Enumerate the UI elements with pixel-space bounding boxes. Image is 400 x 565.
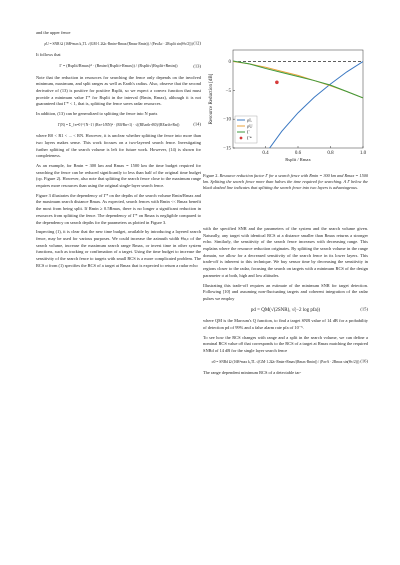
right-paragraph-4: To see how the RCS changes with range and a split in the search volume, we can define a nominal RCS value σ0 that corresponds to the RCS of a target at Rmax matching the required SNRd of 14 dB for the single layer search fence bbox=[203, 334, 368, 353]
x-tick-label: 1.0 bbox=[359, 151, 367, 156]
equation-16-number: (16) bbox=[360, 358, 368, 364]
equation-15-number: (15) bbox=[360, 306, 368, 312]
right-paragraph-1: with the specified SNR and the parameters of the system and the search volume given. Naturally, any target with identical RCS at a distance smaller than Rmax returns a stronger echo. Similarly, the sensitivity of the search fence increases with decreasing range. This explains where the resource reduction originates. By splitting the search volume in the range domain, we allow for a decreased sensitivity of the search fence in its lower layers. This trade-off is inherent to this technique. We buy sensor time by decreasing the sensitivity in regions closer to the radar, focusing the search on targets with a minimum RCS of the design parameter σ at both, high and low altitudes. bbox=[203, 226, 368, 278]
intro-text: and the upper fence bbox=[36, 30, 71, 35]
paragraph-5: Figure 3 illustrates the dependency of Γ* on the depths of the search volume Rmin/Rmax and the maximum search distance Rmax. As expected, search fences with Rmin << Rmax benefit the most from being split. If Rmin ≥ 0.5Rmax, there is no longer a significant reduction in resources from splitting the fence. The dependency of Γ* on Rmax is negligible compared to the dependency on search depths for the parameters as plotted in Figure 3. bbox=[36, 192, 201, 225]
legend-label: ρL bbox=[247, 117, 253, 123]
equation-16 bbox=[203, 359, 368, 367]
chart-legend bbox=[235, 116, 257, 143]
legend-label: Γ bbox=[247, 129, 250, 135]
figure-2-caption bbox=[203, 173, 368, 192]
y-tick-label: −5 bbox=[225, 88, 231, 94]
y-tick-label: 0 bbox=[228, 60, 231, 66]
x-axis-label: Rsplit / Rmax bbox=[285, 157, 311, 162]
y-tick-label: −10 bbox=[223, 117, 231, 123]
figure-2-chart bbox=[203, 44, 368, 172]
caption-label: Figure 2. bbox=[203, 173, 219, 178]
y-tick-label: −15 bbox=[223, 146, 231, 152]
right-paragraph-2: Illustrating this trade-off requires an estimate of the minimum SNR for target detection. Following [10] and assuming non-fluctuating targets and coherent integration of the radar pulses we employ bbox=[203, 282, 368, 301]
equation-16-body: σ0 = SNRd Ω (16R⁴max k₀TL √(GM·1.2Ωc·Rmin+Rmax/(Rmax·Rmin)) / (PavA · 2Rmax sin(Θc/2))) bbox=[211, 359, 360, 364]
left-column bbox=[36, 30, 201, 272]
paragraph-2: In addition, (13) can be generalized to splitting the fence into N parts bbox=[36, 111, 158, 116]
paragraph-1: Note that the reduction in resources for searching the fence only depends on the involved minimum, maximum, and split ranges as well as Earth's radius. Also, observe that the second derivative of (13) is positive for positive Rsplit, so we expect a convex function that must provide a minimum value Γ* for Rsplit in the interval (Rmin, Rmax), although it is not guaranteed that Γ* < 1, that is, splitting the fence saves radar resources. bbox=[36, 74, 201, 107]
series-rho-upper-line bbox=[233, 62, 363, 98]
chart-axes bbox=[209, 50, 367, 162]
equation-14 bbox=[36, 122, 201, 130]
legend-label: ρU bbox=[247, 123, 253, 129]
caption-text: Resource reduction factor Γ for a search fence with Rmin = 300 km and Rmax = 1500 km. Splitting the search fence more than halves the time required for searching. A Γ below the black dashed line indicates that splitting the search fence into two layers is advantageous. bbox=[203, 173, 369, 191]
series-gamma-line bbox=[233, 61, 363, 98]
equation-15 bbox=[203, 307, 368, 315]
right-column bbox=[203, 226, 368, 380]
paragraph-3: where R0 < R1 < ... < RN. However, it is unclear whether splitting the fence into more than two layers makes sense. This work focuses on a two-layered search fence. Investigating further splitting of the search volume is left for future work. However, (14) is shown for completeness. bbox=[36, 133, 201, 159]
equation-13-number: (13) bbox=[193, 63, 201, 69]
equation-13-body: Γ = (Rsplit/Rmax)⁴ · (Rmin√(Rsplit+Rmax)) / (Rsplit√(Rsplit+Rmin)) bbox=[59, 62, 178, 68]
x-tick-label: 0.6 bbox=[294, 151, 302, 156]
follows-text: It follows that bbox=[36, 52, 61, 58]
x-tick-label: 0.8 bbox=[327, 151, 334, 156]
equation-13 bbox=[36, 63, 201, 71]
equation-14-body: Γ(N) = Σ_{n=0}^{N−1} (Rn+1/RN)⁴ · (R0/Rn+1) · √((REarth+R0)/(REarth+Rn)) bbox=[57, 122, 180, 127]
x-tick-label: 0.4 bbox=[262, 151, 269, 156]
legend-label: Γ* bbox=[247, 135, 252, 141]
gamma-optimum-point bbox=[275, 80, 279, 84]
legend-marker bbox=[240, 137, 243, 140]
right-paragraph-3: where QM is the Marcum's Q function, to find a target SNR value of 14 dB for a probability of detection pd of 99% and a false alarm rate pfa of 10⁻⁵. bbox=[203, 318, 368, 330]
paragraph-4: As an example, for Rmin = 300 km and Rmax = 1500 km the time budget required for searching the fence can be reduced significantly to less than half of the original time budget (cp. Figure 2). However, also note that splitting the search fence close to the maximum range requires more resources than using the original single-layer search fence. bbox=[36, 163, 201, 189]
equation-15-body: pd = QM(√(2SNR), √(−2 log pfa)) bbox=[250, 307, 321, 313]
y-axis-label: Resource Reduction [dB] bbox=[209, 73, 214, 125]
equation-12-body: ρU = SNR Ω (16R⁴max k₀TL √(GM·1.2Ωc·Rmin+Rmax/(Rmax·Rmin)) / (PavΔσ · 2Rsplit sin(Θc/2))) bbox=[44, 41, 193, 46]
paragraph-6: Inspecting (1), it is clear that the new time budget, available by introducing a layered search fence, may be used for various purposes. We could increase the azimuth width Θa,c of the search volume, increase the maximum search range Rmax, or invest time in other system functions, such as tracking or confirmation of a target. Using the time budget to increase the sensitivity of the search fence to targets with small RCS is a more complicated problem. The RCS σ from (1) specifies the RCS of a target at Rmax that is expected to return a radar echo bbox=[36, 229, 201, 268]
equation-12 bbox=[36, 41, 201, 49]
equation-12-number: (12) bbox=[193, 41, 201, 46]
right-paragraph-5: The range dependent minimum RCS of a detectable tar- bbox=[203, 370, 302, 376]
equation-14-number: (14) bbox=[193, 122, 201, 127]
